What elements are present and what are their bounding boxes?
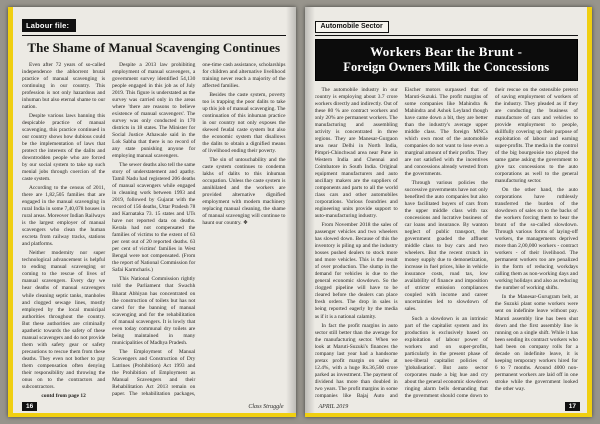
paragraph: Such a slowdown is an intrinsic part of the capitalist system and its production is exclusively based on exploitation of labour power of workers and on super-profits, particularly in the present phase of neo-liberal capitalist policies of 'globalisation'. But auto sector corporates made a big hue and cry about the general economic slowdown ringing alarm bells demanding that the government should come down to their rescue on the ostensible pretext of saving employment of workers of the industry. They pleaded as if they are conducting the business of manufacture of cars and vehicles to provide employment to people, skillfully covering up their purpose of exploitation of labour and earning super-profits. The media in the control of the big bourgeoisie too played the same game asking the government to give tax concessions to the auto corporations as well to the general manufacturing sector. <box>404 87 578 399</box>
paragraph: The sin of untouchability and the caste system continues to condemn lakhs of dalits to this inhuman occupation. Unless the caste system is annihilated and the workers are provided alternative dignified employment with modern machinery replacing manual cleaning, the shame of manual scavenging will continue to haunt our country. ❖ <box>202 157 286 227</box>
page-number-right: 17 <box>565 402 580 411</box>
paragraph: Even after 72 years of so-called independence the abhorrent brutal practice of manual scavenging is continuing in our country. This profession is not only hazardous and inhuman but also eternal shame to our nation. <box>22 62 106 111</box>
article-body-left <box>22 62 286 400</box>
paragraph: According to the census of 2011, there are 1,82,505 families that are engaged in the manual scavenging in rural India in some 7,40,078 houses in rural areas. Moreover Indian Railways is the largest employer of manual scavengers who clean the human excreta from railway tracks, stations and platforms. <box>22 185 106 248</box>
left-page-yellow-bottom <box>8 413 296 417</box>
right-page-yellow-bottom <box>305 413 593 417</box>
article-title-left: The Shame of Manual Scavenging Continues <box>27 40 281 55</box>
section-label-automobile-sector: Automobile Sector <box>315 21 389 33</box>
paragraph: From November 2018 the sales of passenger vehicles and two wheelers has slowed down. Because of this the inventory is piling up and the industry bosses pushed dealers to stock more and more vehicles. This is the result of over production. The slump in the demand for vehicles is due to the general economic slowdown. So the clogged pipeline will have to be cleared before the dealers can place fresh orders. The drop in sales is being reported eagerly by the media as if it is a national calamity. <box>314 222 398 320</box>
left-page <box>8 7 296 417</box>
right-page-yellow-edge <box>587 7 592 417</box>
section-label-labour-file: Labour file: <box>22 19 76 32</box>
right-page-content <box>305 7 593 417</box>
paragraph: Despite various laws banning this despicable practice of manual scavenging, this practice continued in our country shows how dubious could be the implementation of laws that protect the interests of the dalits and downtrodden people who are forced by our social system to take up such menial jobs through coercion of the caste system. <box>22 113 106 183</box>
page-number-left: 16 <box>22 402 37 411</box>
paragraph: Neither modernity nor super technological advancement is helpful to ending manual scavenging or coming to the rescue of lives of manual scavengers. Every day we hear deaths of manual scavengers while cleaning septic tanks, manholes and clogged sewage lines, mostly employed by the local municipal authorities throughout the country. But these authorities are criminally apathetic towards the safety of these manual scavengers and do not provide them with safety gear or safety precautions to rescue them from these deaths. They even not bother to pay them compensation often denying their responsibility and throwing the onus on to the contractors and subcontractors. <box>22 250 106 390</box>
article-title-banner <box>315 39 579 81</box>
left-page-content <box>8 7 296 417</box>
left-page-yellow-edge <box>8 7 13 417</box>
paragraph: The Employment of Manual Scavengers and Construction of Dry Latrines (Prohibition) Act 1993 and the Prohibition of Employment as Manual Scavengers and their Rehabilitation Act 2013 remain on paper. The rehabilitation packages, one-time cash assistance, scholarships for children and alternative livelihood training never reach a majority of the affected families. <box>112 62 286 397</box>
paragraph: On the other hand, the auto corporations have ruthlessly transferred the burden of the slowdown of sales on to the backs of the workers forcing them to bear the brunt of the so-called slowdown. Through various forms of laying-off workers, the managements deprived more than 2,00,000 workers - contract workers - of their livelihood. The permanent workers too are penalized in the form of reducing workdays calling them as non-working days and working holidays and also as reducing the number of working shifts. <box>494 187 578 292</box>
paragraph: The automobile industry in our country is employing about 3.7 crore workers directly and indirectly. Out of these 80 % are contract workers and only 20% are permanent workers. The manufacturing and assembling activity is concentrated in three regions. They are Manesar-Gurgaon area near Delhi in North India, Pimpri-Chinchwad area near Pune in Western India and Chennai and Coimbatore in South India. Original equipment manufacturers and auto ancillary makers are the suppliers of components and parts to all the world class cars and other automobiles corporations. Various foundries and engineering units provide support to auto-manufacturing industry. <box>314 87 398 220</box>
paragraph: In the Manesar-Gurugram belt, at the Suzuki plant some workers were sent on indefinite leave without pay. Maruti assembly line has been shut down and the first assembly line is running on a single shift. While it has been sending its contract workers who had been on company rolls for a decade on indefinite leave, it is keeping temporary workers hired for 6 to 7 months. Around 4000 non-permanent workers are laid off in one stroke while the government looked the other way. <box>494 294 578 392</box>
paragraph: This National Commission rightly told the Parliament that Swachh Bharat Abhiyan has concentrated on the construction of toilets but has not cared for the banning of manual scavenging and for the rehabilitation of manual scavengers. It is lowly that even today communal dry toilets are being maintained in many municipalities of Madhya Pradesh. <box>112 276 196 346</box>
banner-title-line1: Workers Bear the Brunt - <box>370 44 523 59</box>
header-rule-left <box>22 35 286 36</box>
left-page-footer <box>22 402 284 411</box>
paragraph: In fact the profit margins in auto sector still better than the average for the manufacturing sector. When we look at Maruti-Suzuki's finances the company last year had a handsome pretax profit margin on sales at 12.4%, with a huge Rs.36,500 crore parked as investment. The payment of dividend has more than doubled in two years. The profit margins in some companies like Bajaj Auto and Eischer motors surpassed that of Maruti-Suzuki. The profit margins of some companies like Mahindra & Mahindra and Ashok Leyland though have came down a bit, they are better than the industry's average upper middle class. The foreign MNCs which own most of the automobile companies do not want to lose even a marginal amount of their profits. They are not satisfied with the incentives and concessions already wrested from the governments. <box>314 87 488 399</box>
right-page <box>305 7 593 417</box>
footer-publication-name: Class Struggle <box>248 403 284 410</box>
footer-date: APRIL 2019 <box>318 403 349 410</box>
article-body-right <box>315 87 579 403</box>
paragraph: Besides the caste system, poverty too is trapping the poor dalits to take up this job of manual scavenging. The continuation of this inhuman practice in our country not only exposes the skewed feudal caste system but also the economic system that disallows the dalits to obtain a dignified means of livelihood ending their poverty. <box>202 92 286 155</box>
paragraph: The sewer deaths also tell the same story of understatement and apathy. Tamil Nadu had registered 206 deaths of manual scavengers while engaged in cleaning work between 1993 and 2019, followed by Gujarat with the record of 156 deaths, Uttar Pradesh 78 and Karnataka 73. 15 states and UTs have not reported data on deaths. Kerala had not compensated the families of victims to the extent of 63 per cent out of 20 reported deaths. 63 per cent of victims' families in West Bengal were not compensated. (From the report of National Commission for Safai Karmcharis.) <box>112 162 196 274</box>
header-rule-right <box>315 35 579 36</box>
banner-title-line2: Foreign Owners Milk the Concessions <box>343 60 550 74</box>
paragraph: contd from page 12 <box>41 392 86 399</box>
paragraph: Despite a 2013 law prohibiting employment of manual scavengers, a government survey identified 54,130 people engaged in this job as of July 2019. This figure is understated as the survey was carried only in the areas where 'there are reasons to believe existence of manual scavengers'. The survey was only conducted in 170 districts in 18 states. The Minister for Social Justice Athawale said in the Lok Sabha that there is no record of any state punishing anyone for employing manual scavengers. <box>112 62 196 160</box>
right-page-footer <box>319 402 581 411</box>
paragraph: Through various policies the successive governments have not only benefited the auto companies but also have facilitated buyers of cars from the upper middle class with tax concessions and lucrative business of car loans and insurance. By wanton neglect of public transport, the government goaded the affluent middle class to buy cars and two wheelers. But the recent crunch in money supply due to demonetization, increase in fuel prices, hike in vehicle insurance costs, road tax, low availability of finance and imposition of stricter emission compliances coupled with income and career uncertainties led to slowdown of sales. <box>404 180 488 313</box>
